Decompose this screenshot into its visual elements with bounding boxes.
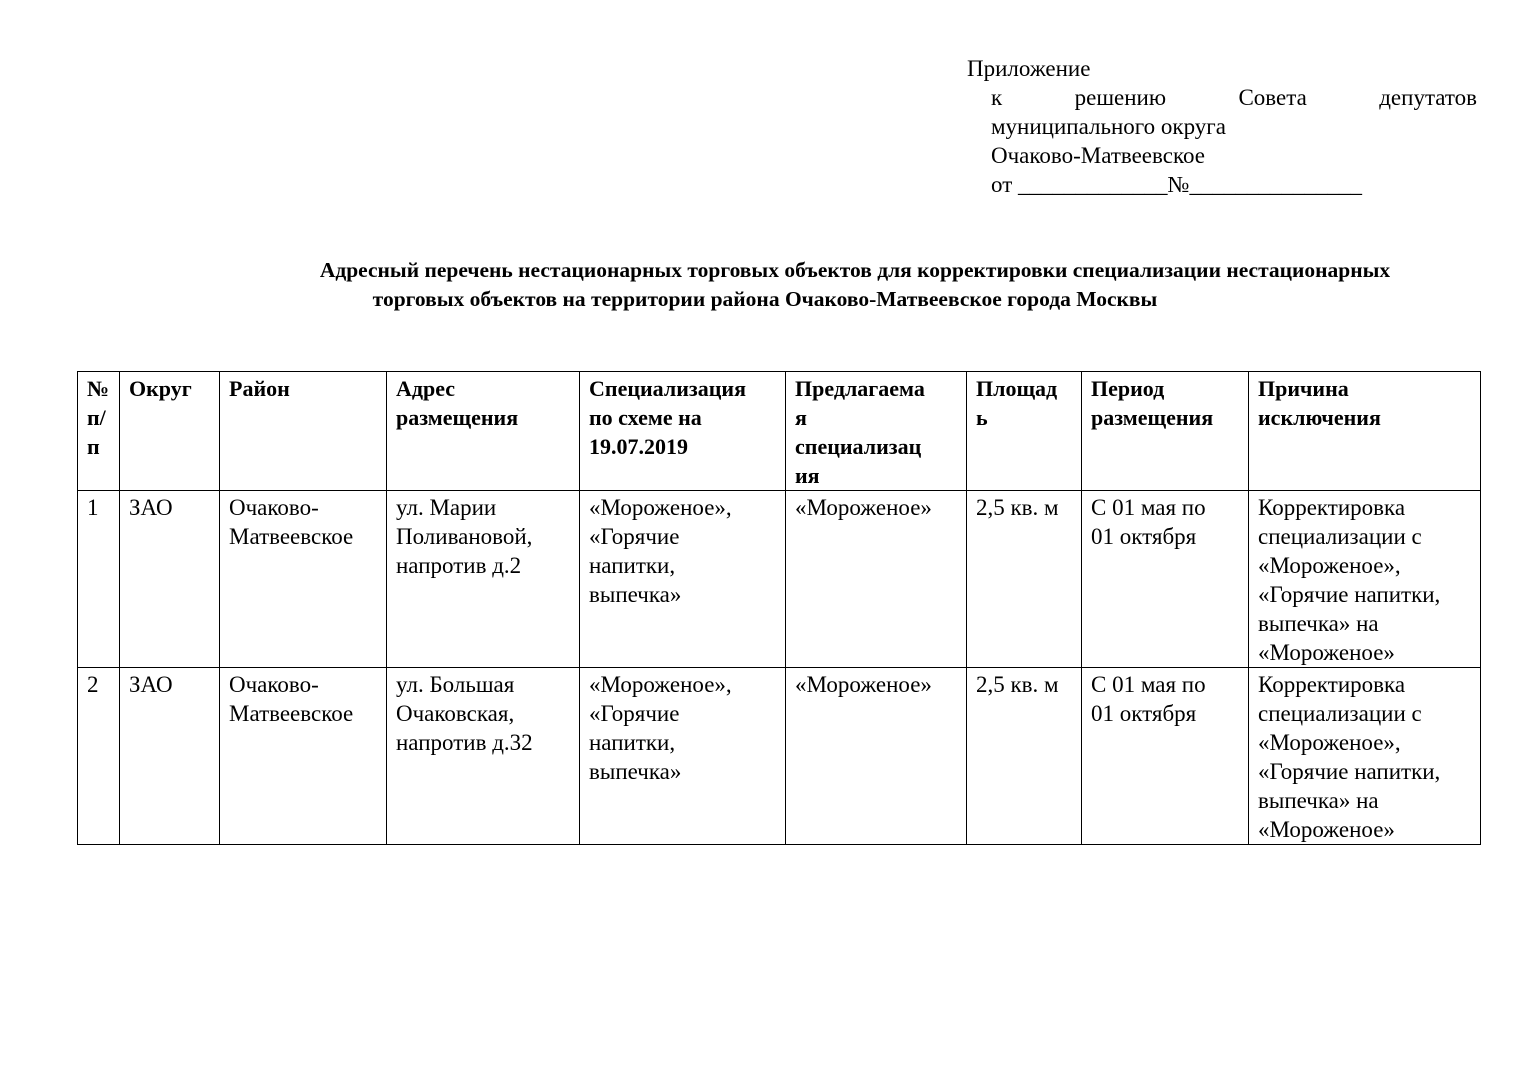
- appendix-district-line: Очаково-Матвеевское: [991, 143, 1205, 168]
- cell-okrug: ЗАО: [120, 491, 220, 668]
- header-spec-proposed: Предлагаема я специализац ия: [786, 372, 967, 491]
- document-title-line-1: Адресный перечень нестационарных торговых объектов для корректировки специализации нестационарных: [319, 258, 1391, 282]
- header-rayon: Район: [220, 372, 387, 491]
- cell-rayon: Очаково- Матвеевское: [220, 491, 387, 668]
- cell-spec-proposed: «Мороженое»: [786, 668, 967, 845]
- appendix-decision-line: [967, 83, 1477, 112]
- appendix-word: депутатов: [1379, 85, 1477, 110]
- cell-reason: Корректировка специализации с «Мороженое», «Горячие напитки, выпечка» на «Мороженое»: [1249, 491, 1481, 668]
- cell-number: 1: [78, 491, 120, 668]
- document-title-line-2: торговых объектов на территории района Очаково-Матвеевское города Москвы: [372, 287, 1158, 311]
- appendix-word: Совета: [1238, 85, 1307, 110]
- appendix-date-number-line: от _____________№_______________: [991, 172, 1362, 197]
- cell-okrug: ЗАО: [120, 668, 220, 845]
- cell-area: 2,5 кв. м: [967, 491, 1082, 668]
- table-row: [78, 491, 1481, 668]
- cell-number: 2: [78, 668, 120, 845]
- objects-table: [77, 371, 1481, 845]
- cell-address: ул. Большая Очаковская, напротив д.32: [387, 668, 580, 845]
- header-spec-scheme: Специализация по схеме на 19.07.2019: [580, 372, 786, 491]
- cell-reason: Корректировка специализации с «Мороженое», «Горячие напитки, выпечка» на «Мороженое»: [1249, 668, 1481, 845]
- document-title: [60, 256, 1470, 314]
- appendix-block: [967, 54, 1477, 199]
- header-address: Адрес размещения: [387, 372, 580, 491]
- cell-address: ул. Марии Поливановой, напротив д.2: [387, 491, 580, 668]
- cell-period: С 01 мая по 01 октября: [1082, 668, 1249, 845]
- cell-rayon: Очаково- Матвеевское: [220, 668, 387, 845]
- appendix-word: к: [991, 85, 1003, 110]
- cell-spec-proposed: «Мороженое»: [786, 491, 967, 668]
- appendix-title: Приложение: [967, 56, 1091, 81]
- header-area: Площад ь: [967, 372, 1082, 491]
- table-row: [78, 668, 1481, 845]
- cell-period: С 01 мая по 01 октября: [1082, 491, 1249, 668]
- header-number: № п/ п: [78, 372, 120, 491]
- appendix-word: решению: [1074, 85, 1167, 110]
- header-reason: Причина исключения: [1249, 372, 1481, 491]
- cell-area: 2,5 кв. м: [967, 668, 1082, 845]
- cell-spec-scheme: «Мороженое», «Горячие напитки, выпечка»: [580, 491, 786, 668]
- header-okrug: Округ: [120, 372, 220, 491]
- table-header-row: [78, 372, 1481, 491]
- cell-spec-scheme: «Мороженое», «Горячие напитки, выпечка»: [580, 668, 786, 845]
- header-period: Период размещения: [1082, 372, 1249, 491]
- appendix-okrug-line: муниципального округа: [991, 114, 1226, 139]
